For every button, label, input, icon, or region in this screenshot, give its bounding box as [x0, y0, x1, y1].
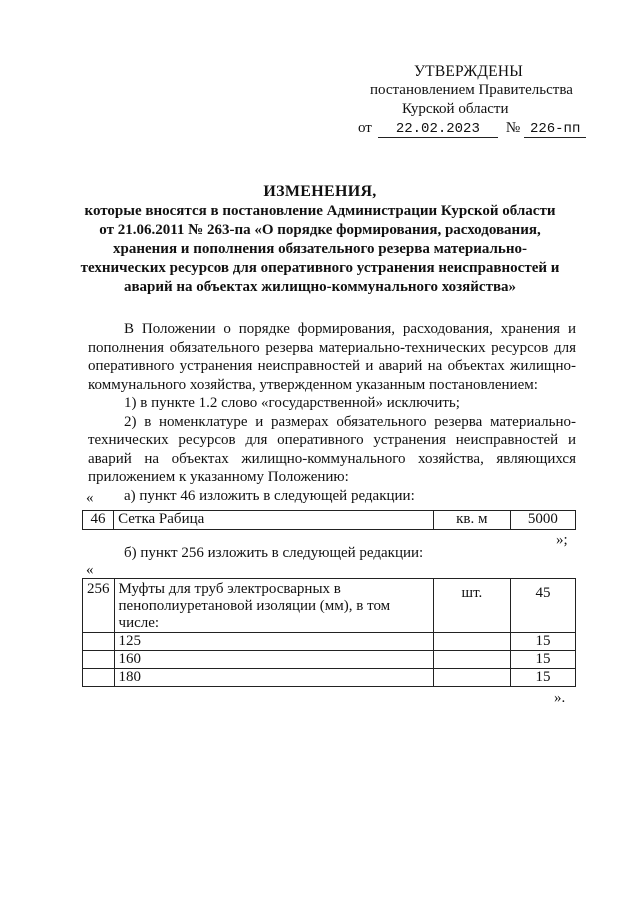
table-row	[83, 633, 576, 651]
approval-date-line	[356, 119, 596, 138]
heading-line: хранения и пополнения обязательного резерва материально-	[113, 241, 527, 257]
item-quantity: 5000	[510, 511, 575, 530]
table-item-46	[82, 510, 576, 530]
table-item-256	[82, 578, 576, 687]
table-row	[83, 669, 576, 687]
item-unit: шт.	[433, 579, 510, 633]
item-1: 1) в пункте 1.2 слово «государственной» исключить;	[124, 395, 460, 411]
subitem-quantity: 15	[510, 669, 575, 687]
heading-line: от 21.06.2011 № 263-па «О порядке формирования, расходования,	[99, 222, 541, 238]
approval-title: УТВЕРЖДЕНЫ	[414, 63, 523, 80]
item-unit: кв. м	[433, 511, 510, 530]
item-2: 2) в номенклатуре и размерах обязательного резерва материально-технических ресурсов для оперативного устранения неисправностей и аварий на объектах жилищно-коммунального хозяйства, являющихся приложением к указанному Положению:	[88, 413, 576, 485]
approval-date: 22.02.2023	[378, 121, 498, 138]
from-label: от	[358, 120, 372, 136]
item-number: 256	[83, 579, 115, 633]
approval-block	[356, 62, 596, 138]
item-2b: б) пункт 256 изложить в следующей редакции:	[124, 545, 424, 561]
table-row	[83, 511, 576, 530]
item-name: Сетка Рабица	[114, 511, 434, 530]
item-name: Муфты для труб электросварных в пенополиуретановой изоляции (мм), в том числе:	[114, 579, 433, 633]
item-number: 46	[83, 511, 114, 530]
approval-number: 226-пп	[524, 121, 586, 138]
open-quote-2: «	[86, 562, 94, 578]
number-label: №	[505, 120, 521, 136]
open-quote-1: «	[86, 490, 94, 506]
heading-line: аварий на объектах жилищно-коммунального хозяйства»	[123, 279, 517, 295]
close-quote-2: ».	[554, 690, 566, 706]
heading-line: технических ресурсов для оперативного устранения неисправностей и	[80, 260, 560, 276]
subitem-quantity: 15	[510, 633, 575, 651]
item-2a: а) пункт 46 изложить в следующей редакции:	[124, 487, 415, 504]
close-quote-1: »;	[556, 532, 568, 548]
subitem-quantity: 15	[510, 651, 575, 669]
item-quantity: 45	[510, 579, 575, 633]
heading-title: ИЗМЕНЕНИЯ,	[263, 183, 377, 200]
subitem-size: 125	[114, 633, 433, 651]
intro-paragraph: В Положении о порядке формирования, расходования, хранения и пополнения обязательного резерва материально-технических ресурсов для оперативного устранения неисправностей и аварий на объектах жилищно-коммунального хозяйства, утвержденном указанным постановлением:	[88, 321, 576, 393]
heading-line: которые вносятся в постановление Администрации Курской области	[84, 203, 556, 219]
document-heading	[70, 182, 570, 297]
table-row	[83, 651, 576, 669]
subitem-size: 160	[114, 651, 433, 669]
document-body	[88, 320, 576, 505]
approval-line-2: Курской области	[402, 101, 509, 117]
subitem-size: 180	[114, 669, 433, 687]
table-row	[83, 579, 576, 633]
approval-line-1: постановлением Правительства	[370, 82, 573, 98]
